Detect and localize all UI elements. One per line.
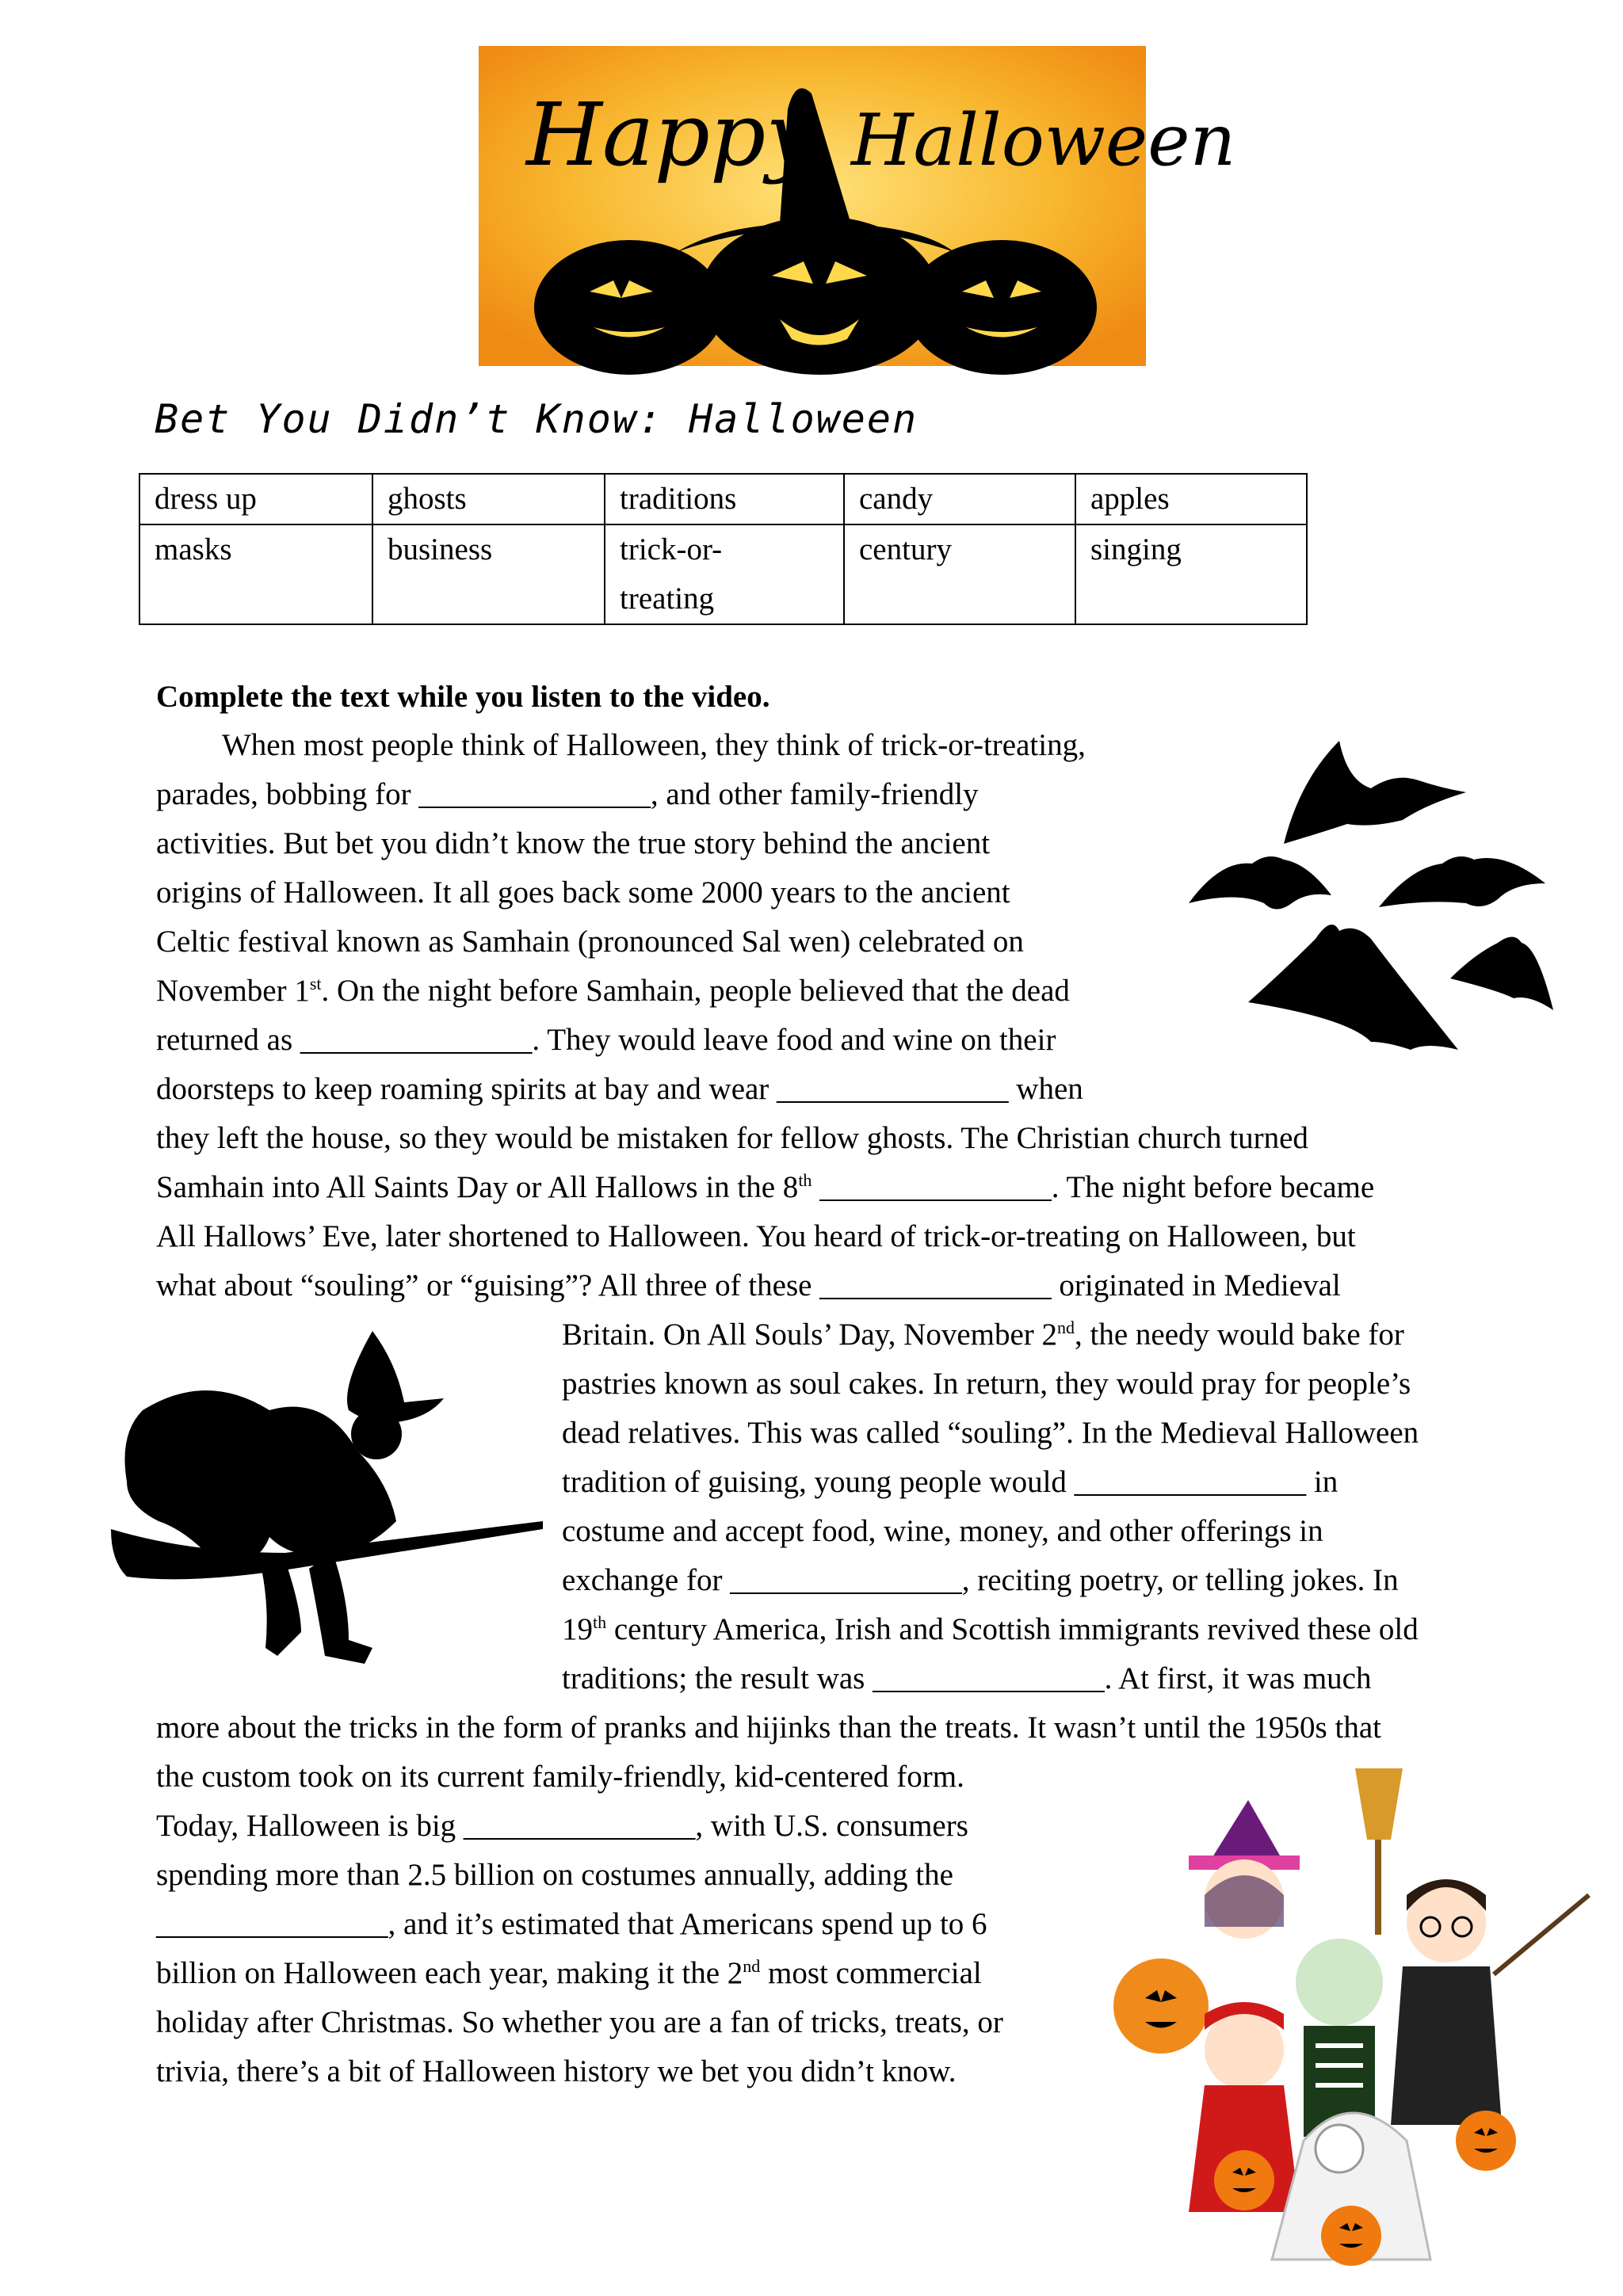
passage-line: traditions; the result was _______________. At first, it was much	[562, 1661, 1372, 1695]
passage-line: spending more than 2.5 billion on costumes annually, adding the	[156, 1858, 953, 1892]
passage-text: Britain. On All Souls’ Day, November 2	[562, 1318, 1058, 1352]
kids-in-costumes-illustration	[1113, 1768, 1589, 2271]
passage-line: doorsteps to keep roaming spirits at bay and wear _______________ when	[156, 1072, 1083, 1106]
passage-line: the custom took on its current family-friendly, kid-centered form.	[156, 1760, 964, 1794]
word-bank-cell: dress up	[139, 474, 372, 524]
passage-text: _______________. The night before became	[812, 1170, 1375, 1204]
superscript: st	[309, 974, 322, 994]
passage-line	[156, 1169, 1374, 1206]
passage-text: November 1	[156, 974, 310, 1008]
passage-line	[156, 973, 1070, 1009]
passage-line: dead relatives. This was called “souling”. In the Medieval Halloween	[562, 1416, 1419, 1450]
passage-line: trivia, there’s a bit of Halloween history we bet you didn’t know.	[156, 2054, 957, 2088]
word-bank-cell: singing	[1075, 524, 1307, 624]
word-bank-cell: trick-or- treating	[605, 524, 844, 624]
passage-line: tradition of guising, young people would _______________ in	[562, 1465, 1338, 1499]
passage-text: billion on Halloween each year, making it the 2	[156, 1956, 743, 1990]
passage-text: most commercial	[760, 1956, 982, 1990]
passage-line: Celtic festival known as Samhain (pronounced Sal wen) celebrated on	[156, 925, 1024, 959]
passage-line: exchange for _______________, reciting poetry, or telling jokes. In	[562, 1563, 1399, 1597]
word-bank-cell: ghosts	[372, 474, 605, 524]
word-bank-row	[139, 524, 1307, 624]
word-bank-cell: traditions	[605, 474, 844, 524]
passage-text: Samhain into All Saints Day or All Hallows in the 8	[156, 1170, 799, 1204]
passage-text: century America, Irish and Scottish immigrants revived these old	[606, 1612, 1419, 1646]
passage-line: what about “souling” or “guising”? All three of these _______________ originated in Medieval	[156, 1268, 1341, 1302]
passage-text: 19	[562, 1612, 593, 1646]
superscript: th	[593, 1612, 607, 1632]
passage-line: returned as _______________. They would leave food and wine on their	[156, 1023, 1056, 1057]
passage-line	[562, 1611, 1419, 1648]
svg-text:Halloween: Halloween	[851, 99, 1236, 182]
bats-silhouette-icon	[1189, 733, 1557, 1066]
passage-line: they left the house, so they would be mistaken for fellow ghosts. The Christian church turned	[156, 1121, 1308, 1155]
passage-line	[156, 1955, 982, 1992]
passage-line: holiday after Christmas. So whether you are a fan of tricks, treats, or	[156, 2005, 1003, 2039]
passage-line: costume and accept food, wine, money, and other offerings in	[562, 1514, 1323, 1548]
superscript: nd	[743, 1956, 761, 1976]
instruction-text: Complete the text while you listen to the video.	[156, 680, 770, 714]
word-bank-cell: apples	[1075, 474, 1307, 524]
passage-text: , the needy would bake for	[1075, 1318, 1404, 1352]
superscript: nd	[1057, 1318, 1075, 1337]
passage-line: parades, bobbing for _______________, and other family-friendly	[156, 777, 979, 811]
passage-line	[562, 1317, 1404, 1353]
passage-line: pastries known as soul cakes. In return, they would pray for people’s	[562, 1367, 1411, 1401]
passage-line: Today, Halloween is big _______________, with U.S. consumers	[156, 1809, 968, 1843]
superscript: th	[798, 1170, 812, 1190]
passage-line: When most people think of Halloween, they think of trick-or-treating,	[222, 728, 1086, 762]
passage-line: origins of Halloween. It all goes back some 2000 years to the ancient	[156, 875, 1010, 910]
passage-line: All Hallows’ Eve, later shortened to Halloween. You heard of trick-or-treating on Halloween, but	[156, 1219, 1356, 1253]
word-bank-cell: business	[372, 524, 605, 624]
word-bank-cell: masks	[139, 524, 372, 624]
passage-line: _______________, and it’s estimated that Americans spend up to 6	[156, 1907, 987, 1941]
page-title: Bet You Didn’t Know: Halloween	[155, 396, 918, 442]
word-bank-cell: century	[844, 524, 1075, 624]
word-bank-table	[139, 473, 1308, 625]
halloween-banner	[479, 46, 1236, 366]
passage-line: more about the tricks in the form of pranks and hijinks than the treats. It wasn’t until the 1950s that	[156, 1711, 1381, 1745]
banner-logo-text: Happy	[526, 84, 815, 185]
word-bank-cell: candy	[844, 474, 1075, 524]
witch-on-broom-silhouette-icon	[111, 1315, 543, 1672]
word-bank-row	[139, 474, 1307, 524]
passage-text: . On the night before Samhain, people believed that the dead	[321, 974, 1070, 1008]
passage-line: activities. But bet you didn’t know the true story behind the ancient	[156, 826, 991, 860]
